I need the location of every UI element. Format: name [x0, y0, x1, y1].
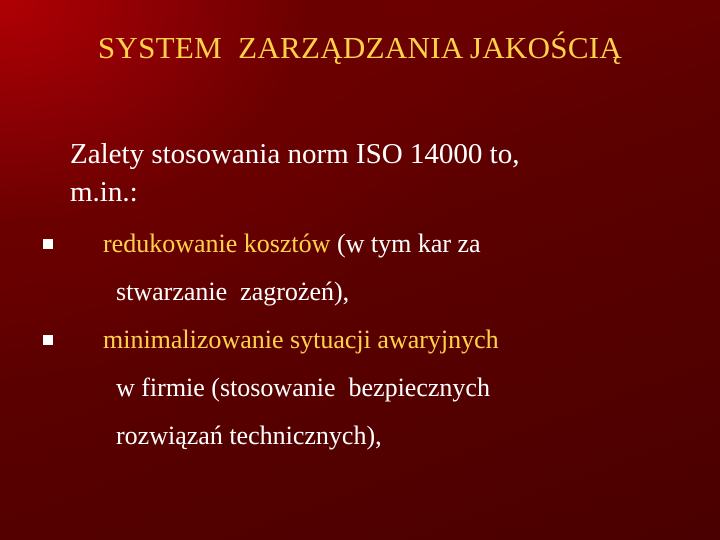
- list-item-first-line: [103, 316, 663, 364]
- slide-title: SYSTEM ZARZĄDZANIA JAKOŚCIĄ: [97, 30, 623, 65]
- intro-text: [70, 135, 690, 211]
- square-bullet-icon: [43, 335, 53, 345]
- list-item-continuation: w firmie (stosowanie bezpiecznych: [116, 373, 490, 402]
- list-item: [103, 220, 663, 316]
- highlighted-phrase: minimalizowanie sytuacji awaryjnych: [103, 325, 499, 354]
- square-bullet-icon: [43, 239, 53, 249]
- list-item-continuation: stwarzanie zagrożeń),: [116, 277, 350, 306]
- intro-line: m.in.:: [70, 176, 138, 208]
- intro-line: Zalety stosowania norm ISO 14000 to,: [70, 138, 520, 170]
- highlighted-phrase: redukowanie kosztów: [103, 229, 331, 258]
- list-item: [103, 316, 663, 460]
- list-item-first-line: [103, 220, 663, 268]
- list-item-text: (w tym kar za: [330, 229, 481, 258]
- list-item-continuation: rozwiązań technicznych),: [116, 421, 382, 450]
